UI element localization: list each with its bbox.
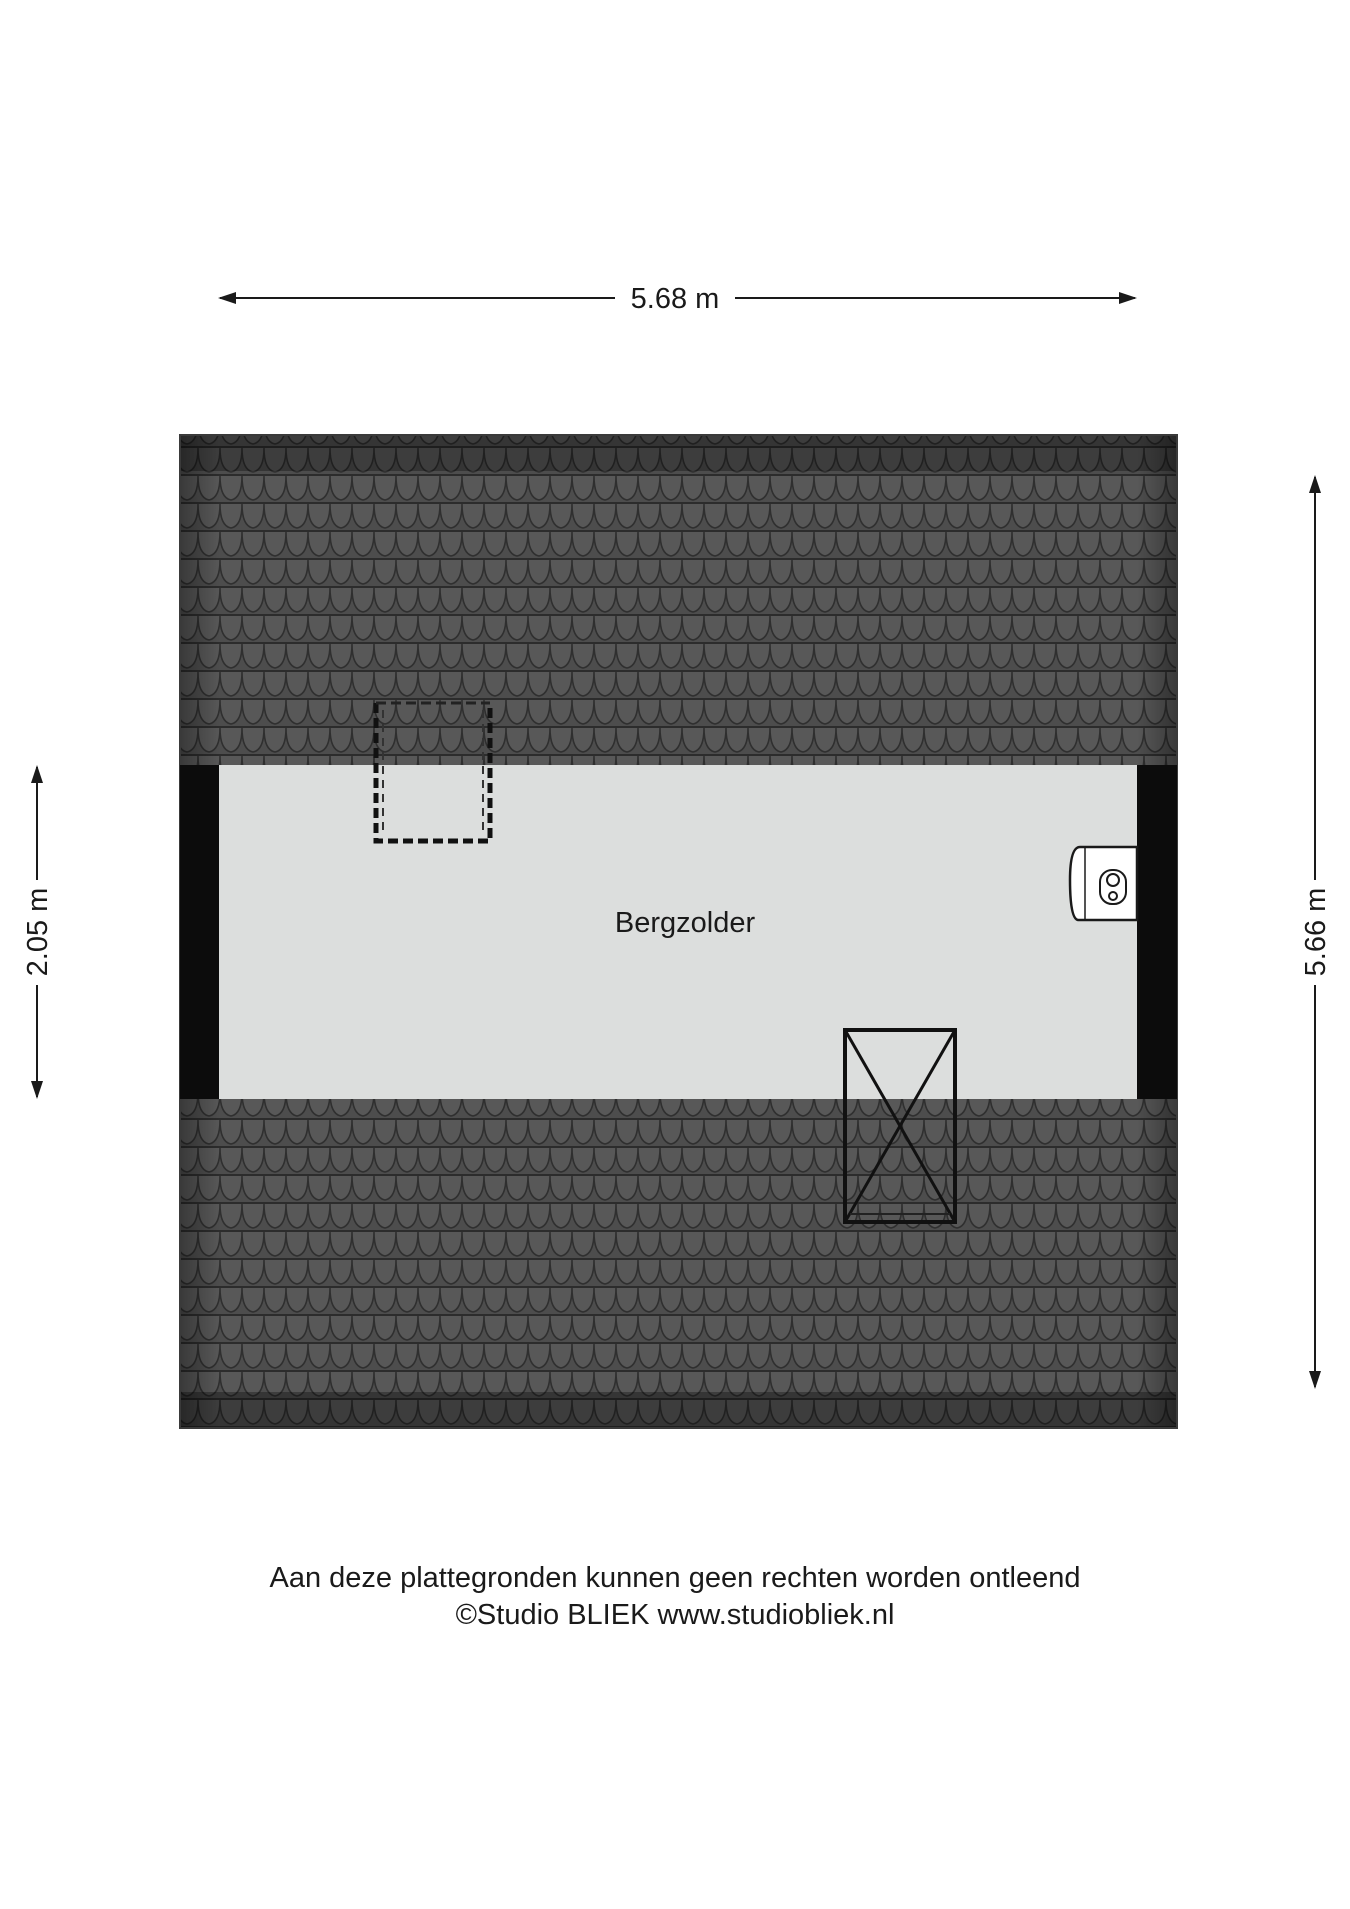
arrow-down-icon [31, 1081, 43, 1099]
arrow-down-icon [1309, 1371, 1321, 1389]
width-label: 5.68 m [630, 283, 720, 315]
copyright-text: ©Studio BLIEK www.studiobliek.nl [455, 1599, 895, 1631]
height-dimension [22, 765, 54, 1099]
room-bergzolder [180, 765, 1177, 1099]
arrow-up-icon [31, 765, 43, 783]
depth-dimension [1300, 475, 1332, 1389]
arrow-up-icon [1309, 475, 1321, 493]
room-label: Bergzolder [614, 907, 756, 939]
disclaimer-text: Aan deze plattegronden kunnen geen rechten worden ontleend [269, 1562, 1081, 1594]
depth-label: 5.66 m [1300, 887, 1332, 977]
width-dimension [218, 283, 1137, 315]
arrow-right-icon [1119, 292, 1137, 304]
boiler-icon [1070, 847, 1137, 920]
height-label: 2.05 m [22, 887, 54, 977]
arrow-left-icon [218, 292, 236, 304]
